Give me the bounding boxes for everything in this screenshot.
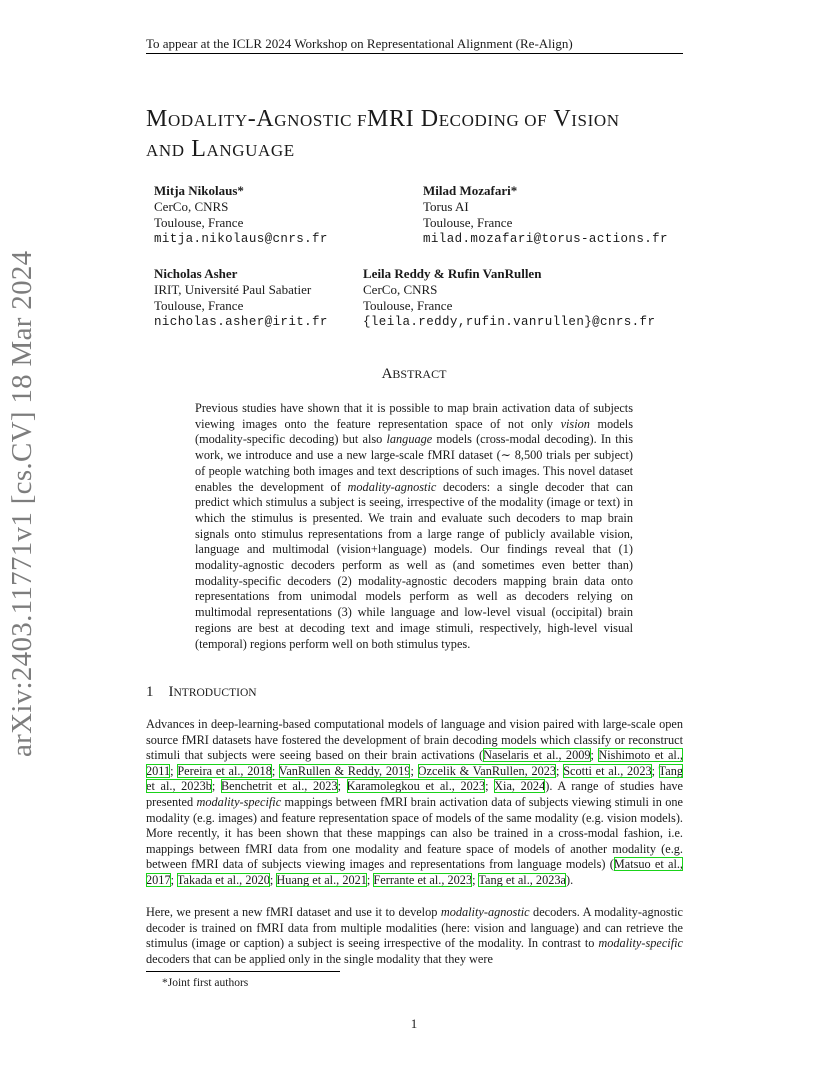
author-block-2: [423, 183, 668, 247]
citation-link[interactable]: Tang et al., 2023a: [478, 872, 566, 887]
arxiv-stamp[interactable]: arXiv:2403.11771v1 [cs.CV] 18 Mar 2024: [6, 250, 38, 757]
running-header: To appear at the ICLR 2024 Workshop on Representational Alignment (Re-Align): [146, 36, 573, 51]
citation-link[interactable]: Karamolegkou et al., 2023: [346, 779, 486, 794]
author-affiliation: CerCo, CNRS: [363, 282, 438, 297]
citation-link[interactable]: Pereira et al., 2018: [177, 763, 272, 778]
author-email[interactable]: mitja.nikolaus@cnrs.fr: [154, 232, 328, 246]
header-rule: [146, 53, 683, 54]
citation-link[interactable]: Takada et al., 2020: [176, 872, 270, 887]
citation-link[interactable]: Huang et al., 2021: [276, 872, 367, 887]
citation-link[interactable]: Xia, 2024: [494, 779, 546, 794]
author-name: Leila Reddy & Rufin VanRullen: [363, 266, 542, 281]
title-line-2: AND LANGUAGE: [146, 136, 295, 162]
author-location: Toulouse, France: [154, 298, 244, 313]
author-email[interactable]: nicholas.asher@irit.fr: [154, 315, 328, 329]
citation-link[interactable]: VanRullen & Reddy, 2019: [278, 763, 411, 778]
citation-link[interactable]: Matsuo et al., 2017: [146, 857, 684, 887]
author-affiliation: IRIT, Université Paul Sabatier: [154, 282, 312, 297]
intro-paragraph-2: Here, we present a new fMRI dataset and use it to develop modality-agnostic decoders. A modality-agnostic decoder is trained on fMRI data from multiple modalities (here: vision and language) and can retrieve the stimulus (image or caption) a subject is seeing irrespective of the modality. In contrast to modality-specific decoders that can be applied only in the single modality that they were: [146, 905, 683, 966]
section-heading: 1 INTRODUCTION: [146, 684, 257, 700]
abstract-body: Previous studies have shown that it is possible to map brain activation data of subjects viewing images onto the feature representation space of not only vision models (modality-specific decoding) but also language models (cross-modal decoding). In this work, we introduce and use a new large-scale fMRI dataset (∼ 8,500 trials per subject) of people watching both images and text descriptions of such images. This novel dataset enables the development of modality-agnostic decoders: a single decoder that can predict which stimulus a subject is seeing, irrespective of the modality (image or text) in which the stimulus is presented. We train and evaluate such decoders to map brain signals onto stimulus representations from a large range of publicly available vision, language and multimodal (vision+language) models. Our findings reveal that (1) modality-agnostic decoders perform as well as (and sometimes even better than) modality-specific decoders (2) modality-agnostic decoders mapping brain data onto representations from unimodal models perform as well as decoders relying on multimodal representations (3) while language and low-level visual (occipital) brain regions are best at decoding text and image stimuli, respectively, high-level visual (temporal) regions perform well on both stimulus types.: [195, 401, 634, 651]
citation-link[interactable]: Scotti et al., 2023: [563, 763, 652, 778]
abstract-heading: ABSTRACT: [381, 366, 447, 382]
page-number: 1: [410, 1016, 418, 1031]
title-line-1: MODALITY-AGNOSTIC FMRI DECODING OF VISION: [146, 106, 620, 132]
citation-link[interactable]: Ferrante et al., 2023: [373, 872, 473, 887]
intro-paragraph-1: Advances in deep-learning-based computational models of language and vision paired with large-scale open source fMRI datasets have fostered the development of brain decoding models which classify or reconstruct stimuli that subjects were seeing based on their brain activations (Naselaris et al., 2009; Nishimoto et al., 2011; Pereira et al., 2018; VanRullen & Reddy, 2019; Ozcelik & VanRullen, 2023; Scotti et al., 2023; Tang et al., 2023b; Benchetrit et al., 2023; Karamolegkou et al., 2023; Xia, 2024). A range of studies have presented modality-specific mappings between fMRI brain activation data of subjects viewing stimuli in one modality (e.g. images) and feature representation space of models of the same modality (e.g. vision models). More recently, it has been shown that these mappings can also be trained in a cross-modal fashion, i.e. mappings between fMRI data from one modality and feature space of models of another modality (e.g. between fMRI data of subjects viewing images and representations from language models) (Matsuo et al., 2017; Takada et al., 2020; Huang et al., 2021; Ferrante et al., 2023; Tang et al., 2023a).: [146, 717, 684, 887]
author-block-1: [154, 183, 328, 247]
citation-link[interactable]: Tang et al., 2023b: [146, 763, 683, 794]
author-location: Toulouse, France: [363, 298, 453, 313]
author-block-3: [154, 266, 328, 330]
author-email[interactable]: {leila.reddy,rufin.vanrullen}@cnrs.fr: [363, 315, 656, 329]
author-location: Toulouse, France: [154, 215, 244, 230]
citation-link[interactable]: Naselaris et al., 2009: [483, 748, 591, 763]
author-name: Nicholas Asher: [154, 266, 238, 281]
author-email[interactable]: milad.mozafari@torus-actions.fr: [423, 232, 668, 246]
author-block-4: [363, 266, 655, 330]
author-affiliation: Torus AI: [423, 199, 469, 214]
footnote: *Joint first authors: [162, 977, 249, 989]
citation-link[interactable]: Nishimoto et al., 2011: [146, 748, 683, 778]
paper-title: [146, 105, 620, 165]
author-name: Milad Mozafari*: [423, 183, 518, 198]
author-affiliation: CerCo, CNRS: [154, 199, 229, 214]
author-name: Mitja Nikolaus*: [154, 183, 244, 198]
citation-link[interactable]: Benchetrit et al., 2023: [220, 779, 338, 794]
citation-link[interactable]: Ozcelik & VanRullen, 2023: [417, 763, 557, 778]
footnote-rule: [146, 971, 340, 972]
author-location: Toulouse, France: [423, 215, 513, 230]
